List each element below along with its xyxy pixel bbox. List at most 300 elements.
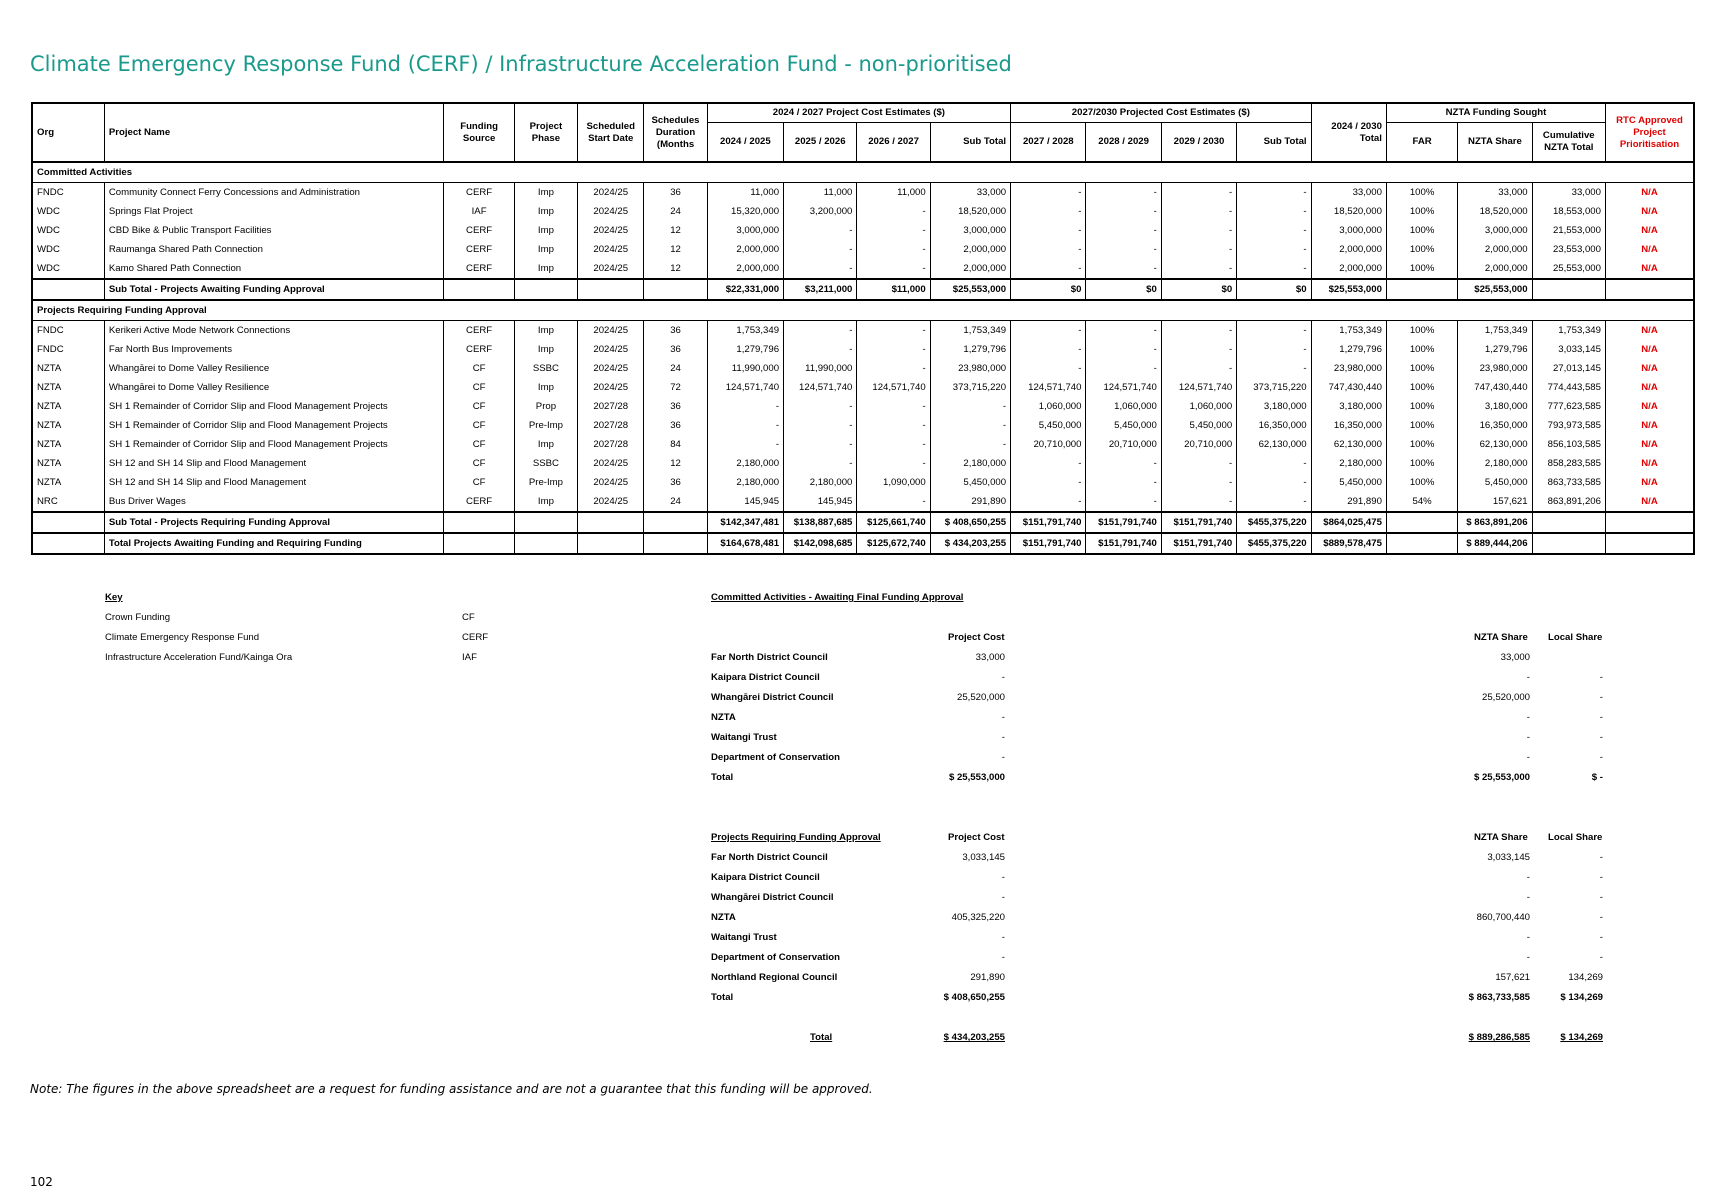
- table-row: [32, 221, 1694, 240]
- table-cell: 1,279,796: [707, 340, 783, 359]
- table-cell: 2,180,000: [1311, 454, 1386, 473]
- table-cell: [1532, 279, 1605, 300]
- table-cell: Imp: [514, 240, 577, 259]
- table-cell: -: [784, 340, 857, 359]
- table-cell: Pre-Imp: [514, 416, 577, 435]
- table-cell: -: [1011, 473, 1086, 492]
- table-cell: SH 12 and SH 14 Slip and Flood Management: [104, 454, 444, 473]
- table-cell: -: [1011, 240, 1086, 259]
- committed-col-cost: Project Cost: [948, 632, 1005, 643]
- table-cell: IAF: [444, 202, 514, 221]
- table-cell: -: [1161, 202, 1236, 221]
- table-cell: 25,553,000: [1532, 259, 1605, 279]
- subtotal-value: $22,331,000: [707, 279, 783, 300]
- key-label: Infrastructure Acceleration Fund/Kainga Ora: [105, 652, 293, 663]
- table-cell: [644, 533, 707, 554]
- summary-cost: 405,325,220: [951, 912, 1005, 923]
- table-cell: 23,980,000: [1458, 359, 1532, 378]
- table-row: [32, 340, 1694, 359]
- table-cell: [1386, 279, 1457, 300]
- key-heading: Key: [105, 592, 123, 603]
- table-cell: N/A: [1605, 202, 1694, 221]
- table-cell: Prop: [514, 397, 577, 416]
- table-cell: 3,180,000: [1311, 397, 1386, 416]
- table-cell: 1,279,796: [1458, 340, 1532, 359]
- subtotal-share: $ 889,444,206: [1458, 533, 1532, 554]
- table-cell: 24: [644, 359, 707, 378]
- summary-local: -: [1599, 852, 1603, 863]
- table-cell: NZTA: [32, 378, 104, 397]
- table-cell: 16,350,000: [1311, 416, 1386, 435]
- table-cell: -: [1086, 473, 1161, 492]
- key-label: Crown Funding: [105, 612, 171, 623]
- table-cell: -: [857, 202, 930, 221]
- table-cell: -: [784, 397, 857, 416]
- summary-name: Department of Conservation: [711, 952, 841, 963]
- subtotal-value: $3,211,000: [784, 279, 857, 300]
- table-cell: 793,973,585: [1532, 416, 1605, 435]
- summary-name: Far North District Council: [711, 852, 828, 863]
- table-cell: 124,571,740: [857, 378, 930, 397]
- subtotal-value: $151,791,740: [1161, 533, 1236, 554]
- table-cell: 72: [644, 378, 707, 397]
- table-cell: 20,710,000: [1161, 435, 1236, 454]
- summary-cost: -: [1001, 892, 1005, 903]
- requiring-col-local: Local Share: [1548, 832, 1603, 843]
- table-cell: 5,450,000: [930, 473, 1010, 492]
- summary-name: Kaipara District Council: [711, 872, 820, 883]
- table-cell: -: [1086, 259, 1161, 279]
- table-cell: 11,000: [707, 183, 783, 203]
- key-code: IAF: [462, 652, 477, 663]
- subtotal-value: $11,000: [857, 279, 930, 300]
- table-cell: 2,000,000: [707, 240, 783, 259]
- table-cell: Imp: [514, 259, 577, 279]
- table-cell: 15,320,000: [707, 202, 783, 221]
- table-cell: -: [707, 416, 783, 435]
- table-cell: -: [1161, 473, 1236, 492]
- summary-local: -: [1599, 672, 1603, 683]
- section-header: [32, 162, 1694, 183]
- summary-cost: -: [1001, 672, 1005, 683]
- table-cell: N/A: [1605, 473, 1694, 492]
- table-row: [32, 397, 1694, 416]
- requiring-heading: Projects Requiring Funding Approval: [711, 832, 881, 843]
- summary-name: Total: [711, 992, 734, 1003]
- table-cell: 24: [644, 202, 707, 221]
- table-cell: 16,350,000: [1458, 416, 1532, 435]
- table-cell: -: [1237, 240, 1311, 259]
- table-cell: 2,000,000: [1311, 259, 1386, 279]
- summary-cost: 25,520,000: [956, 692, 1005, 703]
- table-cell: -: [1237, 221, 1311, 240]
- table-cell: 33,000: [1311, 183, 1386, 203]
- summary-cost: -: [1001, 732, 1005, 743]
- table-cell: Imp: [514, 202, 577, 221]
- table-cell: 2027/28: [578, 416, 644, 435]
- table-cell: N/A: [1605, 492, 1694, 512]
- summary-cost: 33,000: [975, 652, 1005, 663]
- table-cell: Imp: [514, 378, 577, 397]
- col-sub1: Sub Total: [930, 123, 1010, 163]
- committed-col-local: Local Share: [1548, 632, 1603, 643]
- table-cell: 27,013,145: [1532, 359, 1605, 378]
- table-cell: 16,350,000: [1237, 416, 1311, 435]
- table-cell: 124,571,740: [784, 378, 857, 397]
- table-cell: N/A: [1605, 454, 1694, 473]
- summary-cost: -: [1001, 752, 1005, 763]
- table-cell: 2,180,000: [707, 473, 783, 492]
- table-cell: [1386, 533, 1457, 554]
- table-cell: [1386, 512, 1457, 533]
- grand-total-cost: $ 434,203,255: [943, 1032, 1005, 1043]
- table-cell: -: [784, 240, 857, 259]
- table-cell: 23,980,000: [1311, 359, 1386, 378]
- table-cell: -: [1237, 259, 1311, 279]
- table-cell: [444, 512, 514, 533]
- table-cell: [444, 279, 514, 300]
- table-cell: 3,180,000: [1237, 397, 1311, 416]
- table-cell: 856,103,585: [1532, 435, 1605, 454]
- table-cell: 100%: [1386, 435, 1457, 454]
- col-org: Org: [32, 103, 104, 162]
- col-y5: 2028 / 2029: [1086, 123, 1161, 163]
- table-cell: NZTA: [32, 416, 104, 435]
- table-cell: 100%: [1386, 378, 1457, 397]
- table-cell: 3,200,000: [784, 202, 857, 221]
- table-cell: -: [784, 416, 857, 435]
- table-cell: NRC: [32, 492, 104, 512]
- col-cumulative: Cumulative NZTA Total: [1532, 123, 1605, 163]
- table-cell: [514, 533, 577, 554]
- summary-share: -: [1526, 872, 1530, 883]
- table-cell: [444, 533, 514, 554]
- table-cell: 62,130,000: [1311, 435, 1386, 454]
- table-row: [32, 473, 1694, 492]
- subtotal-value: $151,791,740: [1011, 512, 1086, 533]
- table-cell: Bus Driver Wages: [104, 492, 444, 512]
- subtotal2-row: [32, 512, 1694, 533]
- summary-share: -: [1526, 732, 1530, 743]
- table-cell: 3,000,000: [707, 221, 783, 240]
- table-cell: N/A: [1605, 221, 1694, 240]
- table-cell: 2,000,000: [1458, 240, 1532, 259]
- table-cell: 54%: [1386, 492, 1457, 512]
- page-title: Climate Emergency Response Fund (CERF) / Infrastructure Acceleration Fund - non-prioritised: [30, 52, 1012, 76]
- table-cell: SH 1 Remainder of Corridor Slip and Flood Management Projects: [104, 416, 444, 435]
- table-cell: 157,621: [1458, 492, 1532, 512]
- table-cell: 777,623,585: [1532, 397, 1605, 416]
- table-cell: Springs Flat Project: [104, 202, 444, 221]
- col-y2: 2025 / 2026: [784, 123, 857, 163]
- table-cell: 291,890: [1311, 492, 1386, 512]
- table-cell: 2024/25: [578, 183, 644, 203]
- summary-name: Waitangi Trust: [711, 732, 777, 743]
- table-cell: NZTA: [32, 397, 104, 416]
- table-cell: 863,891,206: [1532, 492, 1605, 512]
- table-cell: 11,990,000: [784, 359, 857, 378]
- grand-total-label: Total: [810, 1032, 833, 1043]
- table-cell: CERF: [444, 221, 514, 240]
- table-cell: -: [930, 416, 1010, 435]
- table-cell: -: [1086, 183, 1161, 203]
- col-project-phase: Project Phase: [514, 103, 577, 162]
- col-duration: Schedules Duration (Months: [644, 103, 707, 162]
- table-cell: 145,945: [784, 492, 857, 512]
- table-cell: Imp: [514, 221, 577, 240]
- table-row: [32, 435, 1694, 454]
- table-cell: 2024/25: [578, 321, 644, 341]
- table-cell: 100%: [1386, 340, 1457, 359]
- table-cell: -: [1161, 321, 1236, 341]
- table-cell: -: [1161, 183, 1236, 203]
- summary-share: -: [1526, 712, 1530, 723]
- col-far: FAR: [1386, 123, 1457, 163]
- table-cell: 2024/25: [578, 378, 644, 397]
- table-cell: 1,753,349: [707, 321, 783, 341]
- table-cell: -: [857, 259, 930, 279]
- table-cell: 36: [644, 416, 707, 435]
- table-cell: 2,000,000: [1311, 240, 1386, 259]
- table-cell: N/A: [1605, 321, 1694, 341]
- table-cell: -: [1161, 259, 1236, 279]
- table-cell: -: [857, 240, 930, 259]
- table-cell: SH 1 Remainder of Corridor Slip and Flood Management Projects: [104, 435, 444, 454]
- table-cell: 36: [644, 473, 707, 492]
- table-row: [32, 454, 1694, 473]
- table-cell: -: [1086, 454, 1161, 473]
- table-cell: Pre-Imp: [514, 473, 577, 492]
- footnote: Note: The figures in the above spreadsheet are a request for funding assistance and are not a guarantee that this funding will be approved.: [30, 1082, 873, 1096]
- table-cell: 291,890: [930, 492, 1010, 512]
- table-cell: 2024/25: [578, 454, 644, 473]
- table-cell: [1605, 533, 1694, 554]
- table-cell: CERF: [444, 259, 514, 279]
- table-cell: 3,000,000: [930, 221, 1010, 240]
- table-cell: 24: [644, 492, 707, 512]
- table-cell: Raumanga Shared Path Connection: [104, 240, 444, 259]
- table-cell: CF: [444, 435, 514, 454]
- table-cell: 1,279,796: [1311, 340, 1386, 359]
- table-cell: -: [1011, 359, 1086, 378]
- table-row: [32, 240, 1694, 259]
- table-cell: Imp: [514, 340, 577, 359]
- subtotal-value: $ 408,650,255: [930, 512, 1010, 533]
- table-cell: -: [784, 321, 857, 341]
- table-cell: -: [1011, 221, 1086, 240]
- subtotal-value: $455,375,220: [1237, 512, 1311, 533]
- table-cell: WDC: [32, 240, 104, 259]
- table-cell: -: [1161, 359, 1236, 378]
- table-cell: 84: [644, 435, 707, 454]
- table-cell: 20,710,000: [1011, 435, 1086, 454]
- summary-share: -: [1526, 672, 1530, 683]
- table-cell: 1,753,349: [930, 321, 1010, 341]
- subtotal-value: $164,678,481: [707, 533, 783, 554]
- summary-name: Northland Regional Council: [711, 972, 838, 983]
- subtotal-value: $125,661,740: [857, 512, 930, 533]
- table-cell: 2024/25: [578, 359, 644, 378]
- committed-heading: Committed Activities - Awaiting Final Funding Approval: [711, 592, 964, 603]
- requiring-col-share: NZTA Share: [1474, 832, 1528, 843]
- subtotal-value: $125,672,740: [857, 533, 930, 554]
- table-cell: 747,430,440: [1311, 378, 1386, 397]
- table-cell: [578, 279, 644, 300]
- subtotal-label: Sub Total - Projects Requiring Funding Approval: [104, 512, 444, 533]
- table-cell: NZTA: [32, 454, 104, 473]
- subtotal1-row: [32, 279, 1694, 300]
- table-cell: 2,180,000: [707, 454, 783, 473]
- table-cell: [32, 279, 104, 300]
- col-start-date: Scheduled Start Date: [578, 103, 644, 162]
- table-cell: CERF: [444, 340, 514, 359]
- table-cell: 12: [644, 454, 707, 473]
- table-cell: NZTA: [32, 359, 104, 378]
- table-cell: 36: [644, 321, 707, 341]
- summary-local: -: [1599, 872, 1603, 883]
- table-row: [32, 183, 1694, 203]
- table-cell: -: [1086, 240, 1161, 259]
- table-cell: 18,520,000: [1311, 202, 1386, 221]
- table-cell: -: [1086, 202, 1161, 221]
- summary-name: Whangārei District Council: [711, 892, 834, 903]
- table-cell: CERF: [444, 321, 514, 341]
- subtotal-value: $151,791,740: [1161, 512, 1236, 533]
- subtotal-value: $25,553,000: [1311, 279, 1386, 300]
- col-y6: 2029 / 2030: [1161, 123, 1236, 163]
- table-cell: 2,180,000: [930, 454, 1010, 473]
- table-cell: -: [930, 435, 1010, 454]
- table-cell: CERF: [444, 492, 514, 512]
- table-cell: 2024/25: [578, 492, 644, 512]
- table-cell: -: [857, 221, 930, 240]
- table-cell: 2024/25: [578, 221, 644, 240]
- table-cell: N/A: [1605, 435, 1694, 454]
- table-cell: N/A: [1605, 340, 1694, 359]
- table-cell: -: [1161, 492, 1236, 512]
- table-cell: [644, 512, 707, 533]
- table-cell: 12: [644, 240, 707, 259]
- table-cell: 2024/25: [578, 202, 644, 221]
- table-row: [32, 259, 1694, 279]
- summary-name: NZTA: [711, 712, 736, 723]
- table-cell: 2024/25: [578, 259, 644, 279]
- table-cell: 1,060,000: [1086, 397, 1161, 416]
- table-cell: 21,553,000: [1532, 221, 1605, 240]
- table-cell: 33,000: [1532, 183, 1605, 203]
- subtotal-value: $0: [1161, 279, 1236, 300]
- table-cell: Far North Bus Improvements: [104, 340, 444, 359]
- table-cell: 62,130,000: [1237, 435, 1311, 454]
- table-cell: Imp: [514, 321, 577, 341]
- col-total: 2024 / 2030 Total: [1311, 103, 1386, 162]
- funding-table: [31, 102, 1695, 555]
- group-2027-2030: 2027/2030 Projected Cost Estimates ($): [1011, 103, 1311, 123]
- table-cell: -: [1161, 340, 1236, 359]
- table-cell: 2027/28: [578, 435, 644, 454]
- table-cell: [644, 279, 707, 300]
- table-cell: CF: [444, 416, 514, 435]
- table-cell: 2,000,000: [930, 259, 1010, 279]
- table-cell: 11,990,000: [707, 359, 783, 378]
- table-cell: 100%: [1386, 259, 1457, 279]
- table-cell: SSBC: [514, 359, 577, 378]
- table-cell: -: [1086, 340, 1161, 359]
- key-code: CF: [462, 612, 475, 623]
- table-cell: -: [1237, 321, 1311, 341]
- table-cell: N/A: [1605, 259, 1694, 279]
- table-cell: 33,000: [1458, 183, 1532, 203]
- table-cell: WDC: [32, 202, 104, 221]
- subtotal-value: $455,375,220: [1237, 533, 1311, 554]
- table-cell: 5,450,000: [1011, 416, 1086, 435]
- table-cell: 1,753,349: [1532, 321, 1605, 341]
- table-cell: -: [857, 454, 930, 473]
- summary-local: -: [1599, 752, 1603, 763]
- total-row: [32, 533, 1694, 554]
- table-cell: 100%: [1386, 321, 1457, 341]
- table-cell: 23,553,000: [1532, 240, 1605, 259]
- table-cell: -: [1011, 202, 1086, 221]
- table-cell: 1,060,000: [1011, 397, 1086, 416]
- table-cell: Imp: [514, 435, 577, 454]
- summary-share: -: [1526, 952, 1530, 963]
- subtotal-value: $864,025,475: [1311, 512, 1386, 533]
- subtotal-value: $0: [1237, 279, 1311, 300]
- page-number: 102: [30, 1175, 53, 1189]
- table-cell: -: [784, 435, 857, 454]
- summary-local: -: [1599, 712, 1603, 723]
- table-cell: -: [1011, 183, 1086, 203]
- table-cell: 100%: [1386, 240, 1457, 259]
- table-cell: -: [1086, 321, 1161, 341]
- requiring-col-cost: Project Cost: [948, 832, 1005, 843]
- summary-name: Whangārei District Council: [711, 692, 834, 703]
- table-cell: -: [1237, 183, 1311, 203]
- table-cell: Whangārei to Dome Valley Resilience: [104, 378, 444, 397]
- table-cell: -: [857, 397, 930, 416]
- table-cell: 124,571,740: [1086, 378, 1161, 397]
- table-cell: 18,553,000: [1532, 202, 1605, 221]
- table-cell: -: [707, 435, 783, 454]
- subtotal-value: $889,578,475: [1311, 533, 1386, 554]
- summary-name: Kaipara District Council: [711, 672, 820, 683]
- table-cell: -: [1237, 359, 1311, 378]
- table-cell: 124,571,740: [1161, 378, 1236, 397]
- table-cell: Kerikeri Active Mode Network Connections: [104, 321, 444, 341]
- table-cell: [578, 533, 644, 554]
- summary-cost: -: [1001, 872, 1005, 883]
- table-cell: CF: [444, 359, 514, 378]
- grand-total-share: $ 889,286,585: [1468, 1032, 1530, 1043]
- table-cell: -: [1011, 340, 1086, 359]
- group-2024-2027: 2024 / 2027 Project Cost Estimates ($): [707, 103, 1010, 123]
- table-cell: 5,450,000: [1458, 473, 1532, 492]
- table-cell: -: [1161, 454, 1236, 473]
- table-cell: 1,279,796: [930, 340, 1010, 359]
- table-cell: 2,180,000: [1458, 454, 1532, 473]
- table-cell: 100%: [1386, 202, 1457, 221]
- table-cell: SSBC: [514, 454, 577, 473]
- table-cell: -: [707, 397, 783, 416]
- table-cell: 36: [644, 183, 707, 203]
- col-sub2: Sub Total: [1237, 123, 1311, 163]
- table-cell: [1605, 279, 1694, 300]
- table-cell: 2,000,000: [707, 259, 783, 279]
- col-y1: 2024 / 2025: [707, 123, 783, 163]
- table-cell: -: [930, 397, 1010, 416]
- table-cell: 12: [644, 259, 707, 279]
